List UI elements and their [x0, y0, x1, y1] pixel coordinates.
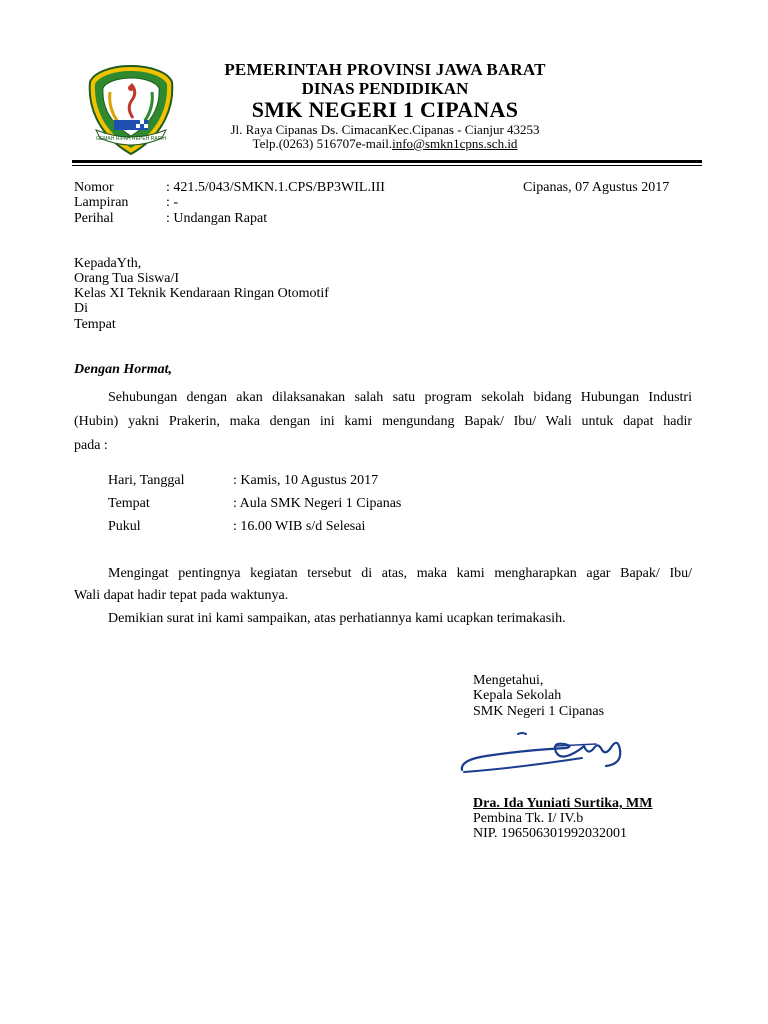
paragraph-2-line-2: Wali dapat hadir tepat pada waktunya.: [74, 588, 289, 603]
signoff-line-2: Kepala Sekolah: [473, 688, 562, 703]
signatory-rank: Pembina Tk. I/ IV.b: [473, 811, 584, 826]
recipient-line-2: Orang Tua Siswa/I: [74, 271, 180, 286]
nomor-value: : 421.5/043/SMKN.1.CPS/BP3WIL.III: [166, 180, 385, 195]
letterhead-email-link[interactable]: info@smkn1cpns.sch.id: [392, 136, 518, 151]
letterhead-school-name: SMK NEGERI 1 CIPANAS: [251, 97, 519, 122]
recipient-line-1: KepadaYth,: [74, 256, 142, 271]
detail-value-time: : 16.00 WIB s/d Selesai: [233, 519, 366, 534]
signoff-line-3: SMK Negeri 1 Cipanas: [473, 704, 605, 719]
paragraph-1-line-2: (Hubin) yakni Prakerin, maka dengan ini kami mengundang Bapak/ Ibu/ Wali untuk dapat hadir: [74, 414, 692, 429]
letterhead-address: Jl. Raya Cipanas Ds. CimacanKec.Cipanas - Cianjur 43253: [230, 122, 540, 137]
greeting: Dengan Hormat,: [74, 362, 173, 377]
perihal-label: Perihal: [74, 211, 114, 226]
recipient-line-4: Di: [74, 301, 88, 316]
letterhead-thin-rule: [72, 165, 702, 166]
signatory-name: Dra. Ida Yuniati Surtika, MM: [473, 796, 653, 811]
detail-value-place: : Aula SMK Negeri 1 Cipanas: [233, 496, 402, 511]
paragraph-3: Demikian surat ini kami sampaikan, atas perhatiannya kami ucapkan terimakasih.: [108, 611, 566, 626]
detail-label-date: Hari, Tanggal: [108, 473, 185, 488]
handwritten-signature: [456, 724, 642, 780]
signatory-nip: NIP. 196506301992032001: [473, 826, 628, 841]
perihal-value: : Undangan Rapat: [166, 211, 268, 226]
logo-motto: GEMAH RIPAH REPEH RAPIH: [96, 136, 166, 142]
paragraph-1-line-1: Sehubungan dengan akan dilaksanakan salah satu program sekolah bidang Hubungan Industri: [108, 390, 692, 405]
letterhead-government: PEMERINTAH PROVINSI JAWA BARAT: [224, 60, 546, 79]
letterhead-phone: Telp.(0263) 516707e-mail.: [252, 136, 393, 151]
lampiran-label: Lampiran: [74, 195, 129, 210]
recipient-line-3: Kelas XI Teknik Kendaraan Ringan Otomotif: [74, 286, 329, 301]
letterhead-contact: [190, 136, 580, 152]
letterhead-department: DINAS PENDIDIKAN: [301, 79, 469, 98]
west-java-emblem-logo: [88, 64, 174, 156]
letterhead-thick-rule: [72, 160, 702, 163]
paragraph-1-line-3: pada :: [74, 438, 108, 453]
place-date: Cipanas, 07 Agustus 2017: [523, 180, 670, 195]
lampiran-value: : -: [166, 195, 179, 210]
signoff-line-1: Mengetahui,: [473, 673, 544, 688]
recipient-line-5: Tempat: [74, 317, 116, 332]
paragraph-2-line-1: Mengingat pentingnya kegiatan tersebut di atas, maka kami mengharapkan agar Bapak/ Ibu/: [108, 566, 692, 581]
nomor-label: Nomor: [74, 180, 114, 195]
detail-value-date: : Kamis, 10 Agustus 2017: [233, 473, 379, 488]
detail-label-time: Pukul: [108, 519, 141, 534]
detail-label-place: Tempat: [108, 496, 150, 511]
